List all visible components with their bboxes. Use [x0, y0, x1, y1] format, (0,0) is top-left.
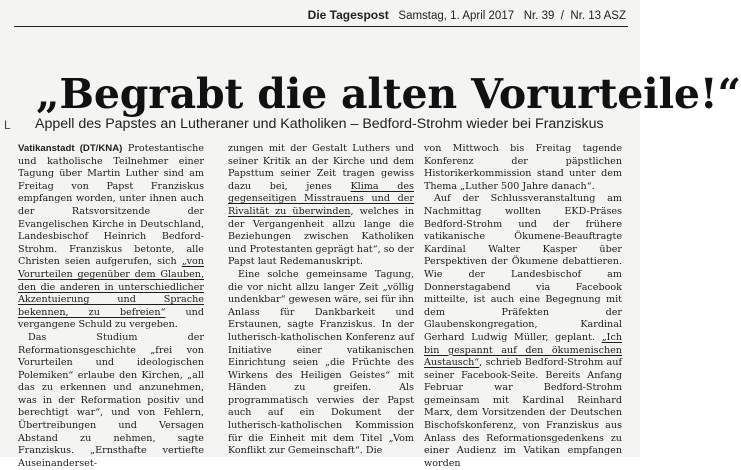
paragraph: Eine solche gemeinsame Tagung, die vor nicht allzu langer Zeit „völlig undenkbar“ gewesen wäre, sei für ihn Anlass für Dankbarkeit und Erstaunen, sagte Franziskus. In der lutherisch-katholischen Konferenz auf Initiative einer vatikanischen Einrichtung seien „die Früchte des Wirkens des Heiligen Geistes“ mit Händen zu greifen. Als programmatisch verwies der Papst auch auf ein Dokument der lutherisch-katholischen Kommission für die Einheit mit dem Titel „Vom Konflikt zur Gemeinschaft“. Die — [228, 268, 414, 457]
paragraph: von Mittwoch bis Freitag tagende Konferenz der päpstlichen Historikerkommission stand unter dem Thema „Luther 500 Jahre danach“. — [424, 143, 622, 192]
issue-number: Nr. 39 — [523, 10, 555, 22]
issue-number-secondary: Nr. 13 ASZ — [570, 10, 626, 22]
paragraph — [424, 193, 622, 470]
paragraph-text: , schrieb Bedford-Strohm auf seiner Facebook-Seite. Bereits Anfang Februar war Bedford-Strohm gemeinsam mit Kardinal Reinhard Marx, dem Vorsitzenden der Deutschen Bischofskonferenz, von Franziskus aus Anlass des Reformationsgedenkens zu einer Audienz im Vatikan empfangen worden — [424, 357, 622, 469]
newspaper-name: Die Tagespost — [307, 8, 389, 22]
paragraph-text: Auf der Schlussveranstaltung am Nachmittag wollten EKD-Präses Bedford-Strohm und der frühere vatikanische Ökumene-Beauftragte Kardinal Walter Kasper über Perspektiven der Ökumene debattieren. Wie der Landesbischof am Donnerstagabend via Facebook mitteilte, ist auch eine Begegnung mit dem Präfekten der Glaubenskongregation, Kardinal Gerhard Ludwig Müller, geplant. — [424, 193, 622, 343]
article-column-2 — [228, 143, 414, 458]
paragraph-text: Protestantische und katholische Teilnehmer einer Tagung über Martin Luther sind am Freitag von Papst Franziskus empfangen worden, unter ihnen auch der Ratsvorsitzende der Evangelischen Kirche in Deutschland, Landesbischof Heinrich Bedford-Strohm. Franziskus betonte, alle Christen seien aufgerufen, sich — [18, 143, 204, 268]
paragraph: Das Studium der Reformationsgeschichte „frei von Vorurteilen und ideologischen Polemiken“ erlaube den Kirchen, „all das zu erkennen und anzunehmen, was in der Reformation positiv und berechtigt war“, und von Fehlern, Übertreibungen und Versagen Abstand zu nehmen, sagte Franziskus. „Ernsthafte vertiefte Auseinanderset- — [18, 331, 204, 469]
paragraph-text: , welches in der Vergangenheit allzu lange die Beziehungen zwischen Katholiken und Protestanten geprägt hat“, so der Papst laut Redemanuskript. — [228, 205, 414, 268]
article-column-1 — [18, 143, 204, 470]
paragraph — [228, 143, 414, 269]
paragraph — [18, 143, 204, 332]
paragraph-text: und vergangene Schuld zu vergeben. — [18, 306, 204, 331]
underlined-quote: „von Vorurteilen gegenüber dem Glauben, den die anderen in unterschiedlicher Akzentuierung und Sprache bekennen, zu befreien“ — [18, 256, 204, 318]
masthead-rule — [14, 26, 628, 27]
issue-date: Samstag, 1. April 2017 — [398, 10, 515, 22]
underlined-quote: Klima des gegenseitigen Misstrauens und der Rivalität zu überwinden — [228, 180, 414, 217]
masthead-separator: / — [560, 10, 564, 22]
margin-mark: L — [4, 118, 11, 132]
dateline: Vatikanstadt (DT/KNA) — [18, 143, 123, 154]
underlined-quote: „Ich bin gespannt auf den ökumenischen Austausch“ — [424, 331, 622, 369]
article-column-3 — [424, 143, 622, 470]
paragraph-text: zungen mit der Gestalt Luthers und seiner Kritik an der Kirche und dem Papsttum seiner Zeit tragen gewiss dazu bei, jenes — [228, 143, 414, 192]
headline: „Begrabt die alten Vorurteile!“ — [36, 70, 741, 118]
masthead — [300, 8, 626, 22]
subheadline: Appell des Papstes an Lutheraner und Katholiken – Bedford-Strohm wieder bei Franziskus — [35, 116, 604, 132]
